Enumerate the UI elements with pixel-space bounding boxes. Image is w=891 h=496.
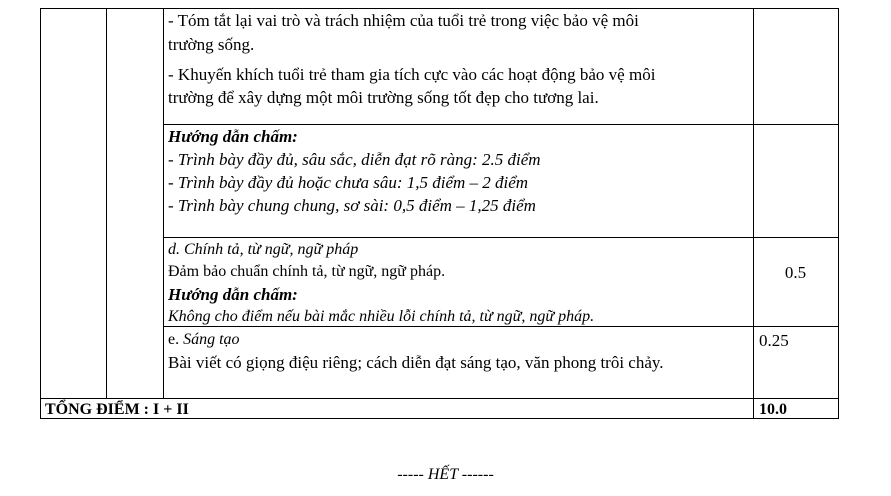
guide-line: - Trình bày chung chung, sơ sài: 0,5 điểm – 1,25 điểm xyxy=(168,196,536,215)
table-border-right xyxy=(838,8,839,419)
guide-heading: Hướng dẫn chấm: xyxy=(168,127,298,146)
row-divider xyxy=(163,237,839,238)
conclusion-line: - Tóm tắt lại vai trò và trách nhiệm của tuổi trẻ trong việc bảo vệ môi xyxy=(168,11,639,30)
table-border-left xyxy=(40,8,41,419)
column-divider-2 xyxy=(163,8,164,398)
guide-heading: Hướng dẫn chấm: xyxy=(168,285,298,304)
score-value: 0.5 xyxy=(784,263,807,282)
criterion-description: Đảm bảo chuẩn chính tả, từ ngữ, ngữ pháp. xyxy=(168,263,446,280)
column-divider-1 xyxy=(106,8,107,398)
criterion-prefix: e. xyxy=(168,331,184,348)
total-label: TỔNG ĐIỂM : I + II xyxy=(45,401,189,418)
score-value: 0.25 xyxy=(759,331,789,350)
criterion-title xyxy=(168,329,240,350)
guide-line: Không cho điểm nếu bài mắc nhiều lỗi chính tả, từ ngữ, ngữ pháp. xyxy=(168,308,595,325)
criterion-title-text: Sáng tạo xyxy=(183,331,240,348)
conclusion-line: trường để xây dựng một môi trường sống tốt đẹp cho tương lai. xyxy=(168,88,599,107)
criterion-title: d. Chính tả, từ ngữ, ngữ pháp xyxy=(168,241,359,258)
end-marker: ----- HẾT ------ xyxy=(397,466,494,483)
conclusion-line: - Khuyến khích tuổi trẻ tham gia tích cực vào các hoạt động bảo vệ môi xyxy=(168,65,656,84)
table-border-top xyxy=(40,8,839,9)
total-score: 10.0 xyxy=(759,401,787,418)
guide-line: - Trình bày đầy đủ hoặc chưa sâu: 1,5 điểm – 2 điểm xyxy=(168,173,529,192)
guide-line: - Trình bày đầy đủ, sâu sắc, diễn đạt rõ ràng: 2.5 điểm xyxy=(168,150,541,169)
column-divider-score xyxy=(753,8,754,419)
conclusion-line: trường sống. xyxy=(168,35,255,54)
criterion-description: Bài viết có giọng điệu riêng; cách diễn đạt sáng tạo, văn phong trôi chảy. xyxy=(168,353,664,372)
row-divider xyxy=(163,124,839,125)
scoring-table xyxy=(40,8,839,419)
